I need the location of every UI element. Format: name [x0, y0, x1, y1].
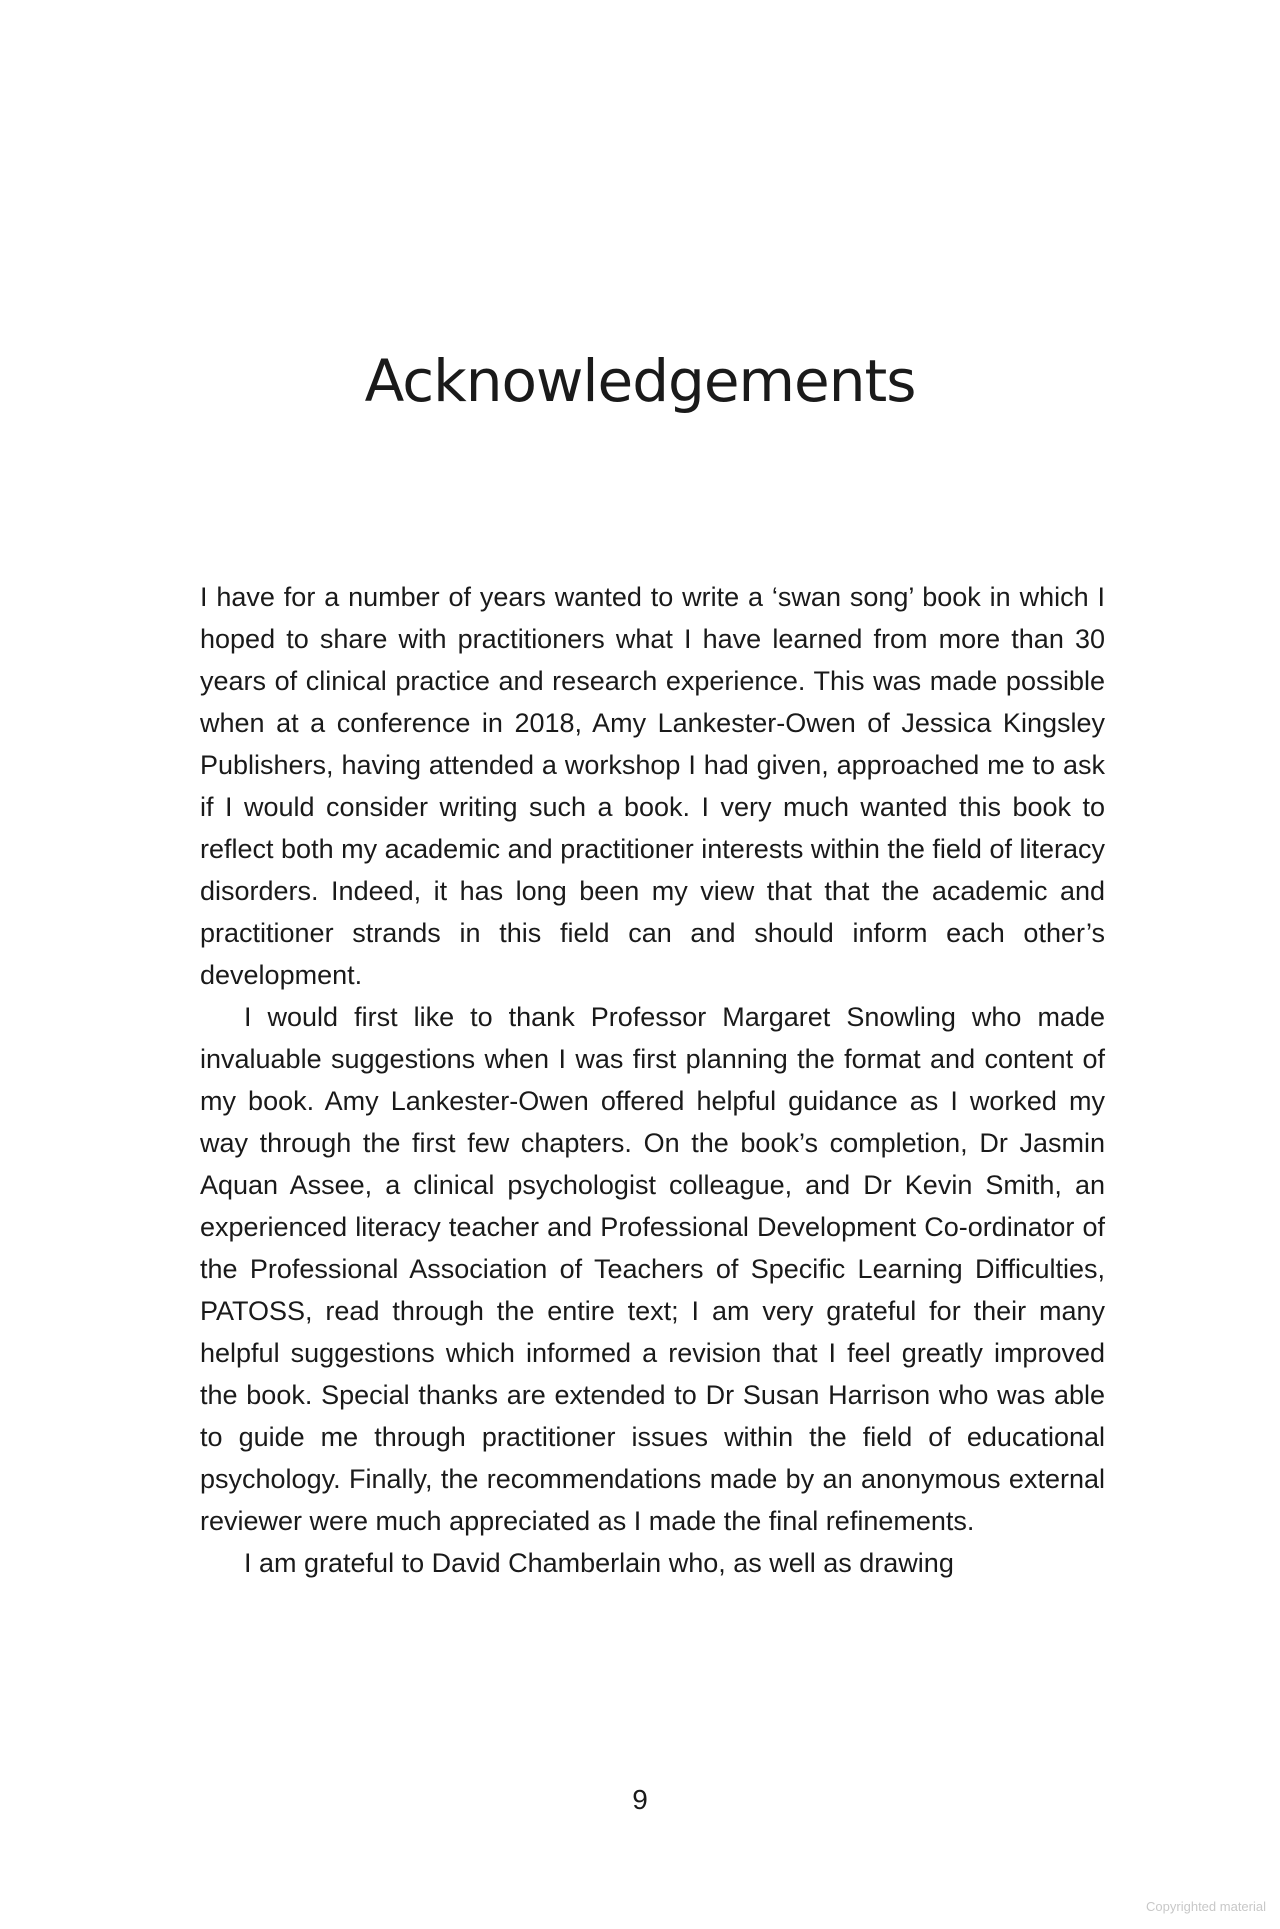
page-title: Acknowledgements	[364, 347, 916, 415]
paragraph-1: I have for a number of years wanted to write a ‘swan song’ book in which I hoped to share with practitioners what I have learned from more than 30 years of clinical practice and research experience. This was made possible when at a conference in 2018, Amy Lankester-Owen of Jessica Kingsley Publishers, having attended a workshop I had given, approached me to ask if I would consider writing such a book. I very much wanted this book to reflect both my academic and practitioner interests within the field of literacy disorders. Indeed, it has long been my view that that the academic and practitioner strands in this field can and should inform each other’s development.	[200, 582, 1105, 990]
paragraph-2: I would first like to thank Professor Margaret Snowling who made invaluable suggestions when I was first planning the format and content of my book. Amy Lankester-Owen offered helpful guidance as I worked my way through the first few chapters. On the book’s completion, Dr Jasmin Aquan Assee, a clinical psychologist colleague, and Dr Kevin Smith, an experienced literacy teacher and Professional Development Co-ordinator of the Professional Association of Teachers of Specific Learning Difficulties, PATOSS, read through the entire text; I am very grateful for their many helpful suggestions which informed a revision that I feel greatly improved the book. Special thanks are extended to Dr Susan Harrison who was able to guide me through practitioner issues within the field of educational psychology. Finally, the recommendations made by an anonymous external reviewer were much appreciated as I made the final refinements.	[200, 1002, 1105, 1536]
body-text	[200, 576, 1105, 1584]
copyright-watermark: Copyrighted material	[1146, 1899, 1266, 1914]
page-number: 9	[632, 1784, 648, 1815]
paragraph-3: I am grateful to David Chamberlain who, as well as drawing	[244, 1548, 954, 1578]
